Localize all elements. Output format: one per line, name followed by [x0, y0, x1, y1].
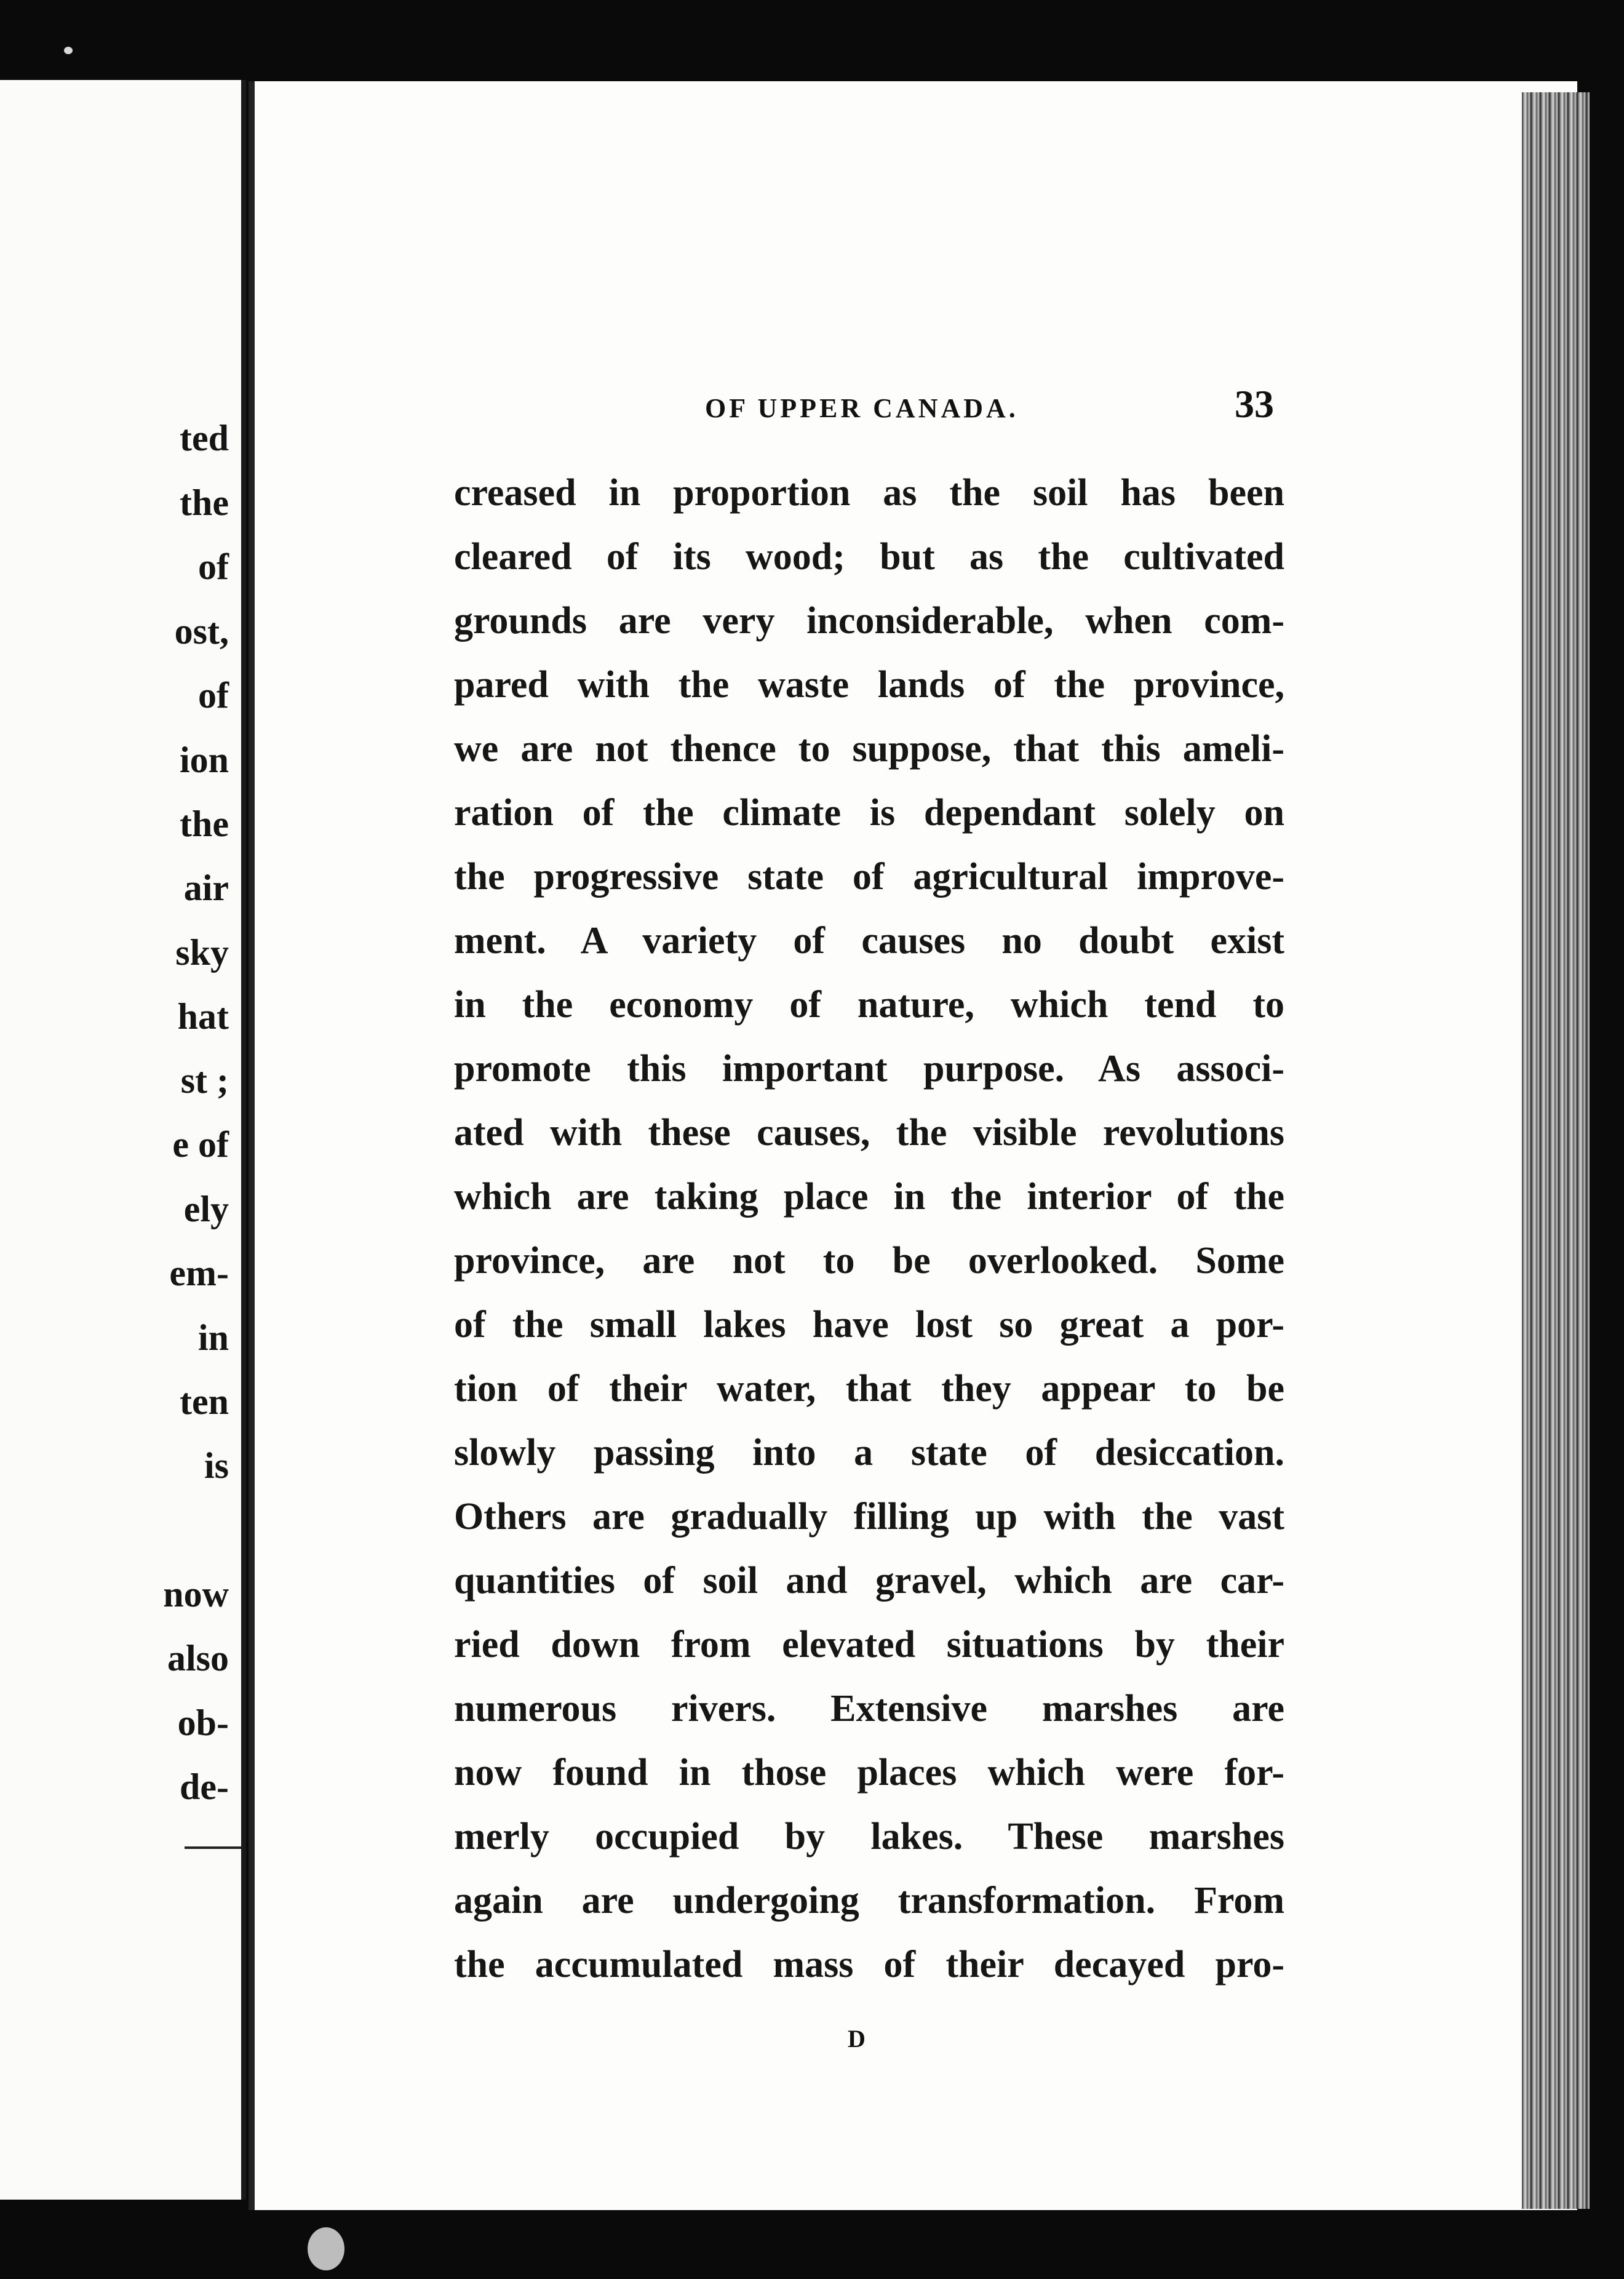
dust-speck: [64, 47, 73, 54]
text-line: tion of their water, that they appear to be: [454, 1368, 1284, 1410]
left-page-line: of: [198, 675, 229, 716]
left-page-line: in: [197, 1317, 229, 1358]
left-page-line: of: [198, 546, 229, 587]
left-page-line: sky: [175, 932, 229, 973]
text-line: pared with the waste lands of the province,: [454, 664, 1284, 706]
text-line: quantities of soil and gravel, which are car-: [454, 1560, 1284, 1602]
left-page-line: de-: [180, 1766, 229, 1807]
text-line: province, are not to be overlooked. Some: [454, 1240, 1284, 1282]
text-line: which are taking place in the interior of the: [454, 1176, 1284, 1218]
text-line: ried down from elevated situations by their: [454, 1624, 1284, 1666]
text-line: of the small lakes have lost so great a por-: [454, 1304, 1284, 1346]
left-page-line: ion: [179, 740, 229, 780]
text-line: slowly passing into a state of desiccation.: [454, 1432, 1284, 1474]
text-line: in the economy of nature, which tend to: [454, 984, 1284, 1026]
text-line: the accumulated mass of their decayed pro-: [454, 1944, 1284, 1986]
left-page-line: ost,: [174, 611, 229, 652]
text-line: Others are gradually filling up with the vast: [454, 1496, 1284, 1538]
left-page-line: ely: [183, 1189, 229, 1229]
page-edge: [1522, 92, 1590, 2209]
left-page-line: hat: [177, 996, 229, 1037]
text-line: now found in those places which were for-: [454, 1752, 1284, 1794]
dust-speck: [308, 2227, 344, 2270]
text-line: grounds are very inconsiderable, when com-: [454, 600, 1284, 642]
text-line: merly occupied by lakes. These marshes: [454, 1816, 1284, 1858]
left-page-line: em-: [169, 1253, 229, 1293]
text-line: ment. A variety of causes no doubt exist: [454, 920, 1284, 962]
text-line: creased in proportion as the soil has been: [454, 472, 1284, 514]
page-number: 33: [1235, 382, 1274, 426]
left-page-line: ted: [180, 418, 229, 458]
left-page: [0, 80, 246, 2200]
left-page-line: ten: [180, 1381, 229, 1422]
left-page-line: the: [180, 482, 229, 523]
text-line: promote this important purpose. As associ-: [454, 1048, 1284, 1090]
text-line: ated with these causes, the visible revolutions: [454, 1112, 1284, 1154]
left-page-line: e of: [172, 1124, 229, 1165]
left-page-line: now: [163, 1574, 229, 1614]
text-line: we are not thence to suppose, that this ameli-: [454, 728, 1284, 770]
text-line: again are undergoing transformation. From: [454, 1880, 1284, 1922]
running-head: OF UPPER CANADA.: [705, 393, 1019, 423]
left-page-line: the: [180, 804, 229, 844]
footnote-rule: [185, 1846, 241, 1849]
left-page-line: ob-: [177, 1702, 229, 1743]
left-page-line: also: [167, 1638, 229, 1678]
text-line: the progressive state of agricultural improve-: [454, 856, 1284, 898]
text-line: cleared of its wood; but as the cultivated: [454, 536, 1284, 578]
left-page-line: is: [204, 1445, 229, 1486]
text-line: ration of the climate is dependant solely on: [454, 792, 1284, 834]
left-page-line: st ;: [180, 1060, 229, 1101]
signature-mark: D: [848, 2025, 866, 2053]
text-line: numerous rivers. Extensive marshes are: [454, 1688, 1284, 1730]
left-page-line: air: [183, 868, 229, 908]
